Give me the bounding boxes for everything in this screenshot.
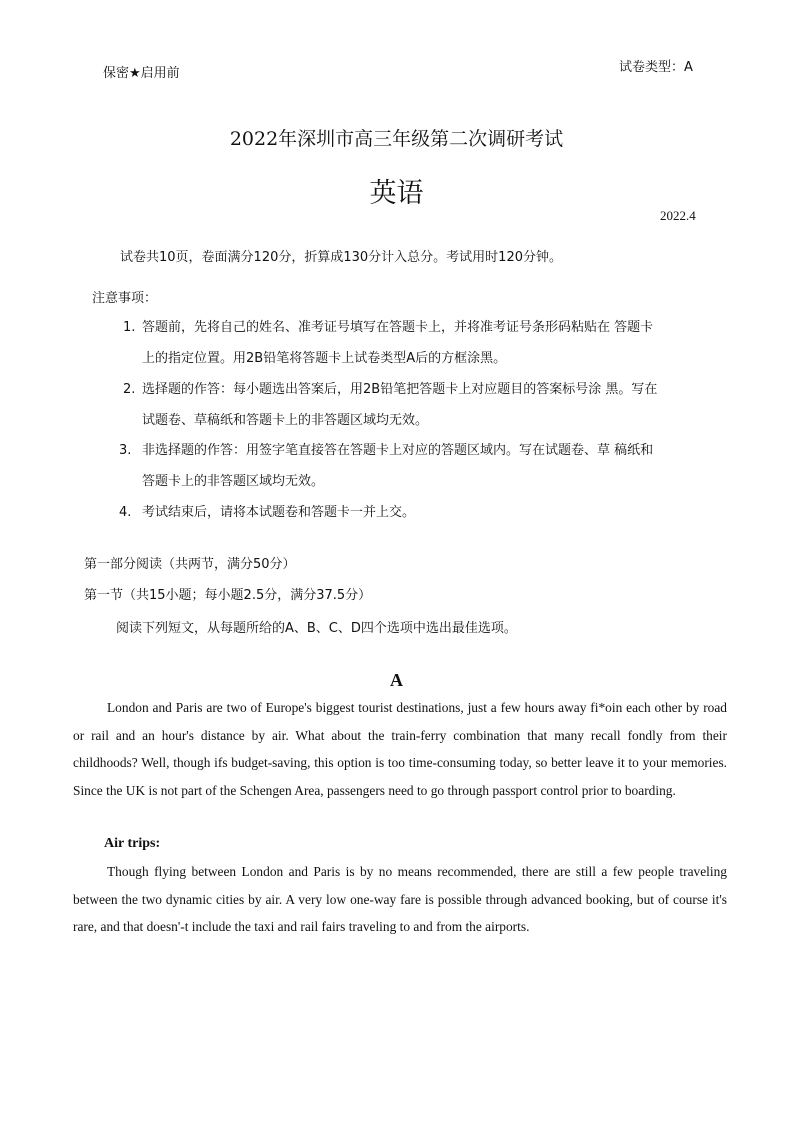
notice-number: 1. (123, 320, 136, 335)
air-trips-subheading: Air trips: (104, 836, 161, 851)
passage-paragraph-1 (73, 694, 727, 804)
notice-line: 答题卡上的非答题区域均无效。 (142, 474, 325, 489)
passage-paragraph-2 (73, 858, 727, 941)
notice-line: 答题前，先将自己的姓名、准考证号填写在答题卡上，并将准考证号条形码粘贴在 答题卡 (142, 320, 654, 335)
subject-title: 英语 (369, 178, 424, 209)
paragraph-text: Though flying between London and Paris is by no means recommended, there are still a few people traveling between the two dynamic cities by air. A very low one-way fare is possible through advanced booking, but of course it's rare, and that doesn'-t include the taxi and rail fairs traveling to and from the airports. (73, 864, 727, 934)
notice-text (142, 435, 727, 497)
exam-date: 2022.4 (660, 208, 696, 223)
notice-text (142, 497, 727, 528)
notice-heading: 注意事项： (92, 291, 158, 306)
part1-heading: 第一部分阅读（共两节，满分50分） (84, 557, 296, 572)
notice-text (142, 374, 727, 436)
notice-number: 4. (119, 505, 132, 520)
notice-text (142, 312, 727, 374)
reading-instruction: 阅读下列短文，从每题所给的A、B、C、D四个选项中选出最佳选项。 (116, 621, 517, 636)
notice-line: 上的指定位置。用2B铅笔将答题卡上试卷类型A后的方框涂黑。 (142, 351, 507, 366)
paper-type-label: 试卷类型：A (619, 60, 693, 75)
notice-number: 3. (119, 443, 132, 458)
notice-number: 2. (123, 382, 136, 397)
notice-line: 考试结束后，请将本试题卷和答题卡一并上交。 (142, 505, 416, 520)
exam-intro: 试卷共10页，卷面满分120分，折算成130分计入总分。考试用时120分钟。 (120, 250, 562, 265)
paragraph-text: London and Paris are two of Europe's biggest tourist destinations, just a few hours away fi*oin each other by road or rail and an hour's distance by air. What about the train-ferry combination that many recall fondly from their childhoods? Well, though ifs budget-saving, this option is too time-consuming today, so better leave it to your memories. Since the UK is not part of the Schengen Area, passengers need to go through passport control prior to boarding. (73, 700, 727, 798)
confidential-label: 保密★启用前 (103, 66, 180, 81)
section1-heading: 第一节（共15小题；每小题2.5分，满分37.5分） (84, 588, 372, 603)
notice-line: 选择题的作答：每小题选出答案后，用2B铅笔把答题卡上对应题目的答案标号涂 黑。写在 (142, 382, 658, 397)
notice-line: 试题卷、草稿纸和答题卡上的非答题区域均无效。 (142, 413, 429, 428)
exam-title: 2022年深圳市高三年级第二次调研考试 (229, 128, 564, 150)
notice-line: 非选择题的作答：用签字笔直接答在答题卡上对应的答题区域内。写在试题卷、草 稿纸和 (142, 443, 654, 458)
passage-letter: A (390, 670, 403, 690)
